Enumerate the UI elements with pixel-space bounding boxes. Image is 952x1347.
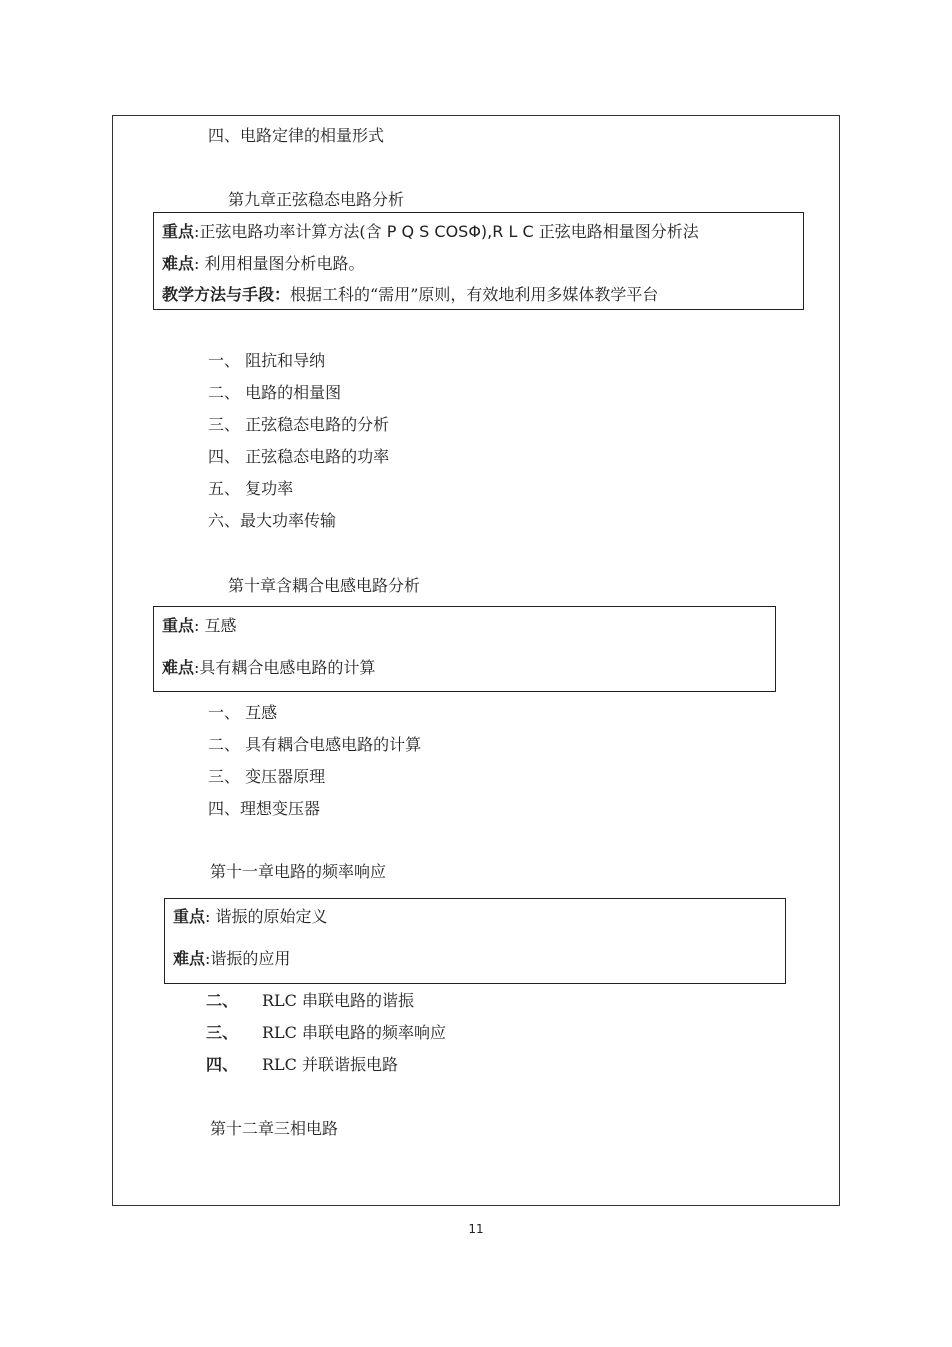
chapter-12-title: 第十二章三相电路 bbox=[210, 1119, 339, 1138]
list-item-number: 三、 bbox=[206, 1023, 239, 1042]
list-item bbox=[206, 1023, 446, 1043]
key-point-row bbox=[173, 907, 328, 927]
key-point-row bbox=[162, 616, 237, 636]
key-point-text: : 谐振的原始定义 bbox=[205, 907, 328, 926]
key-point-formula: P Q S COSΦ),R L C bbox=[386, 222, 534, 241]
key-point-label: 重点 bbox=[162, 616, 195, 635]
list-item: 五、 复功率 bbox=[208, 479, 294, 498]
list-item bbox=[206, 991, 414, 1011]
difficulty-label: 难点 bbox=[162, 254, 195, 273]
list-item-number: 四、 bbox=[206, 1055, 239, 1074]
difficulty-row bbox=[173, 949, 290, 969]
list-item-text: RLC 串联电路的频率响应 bbox=[262, 1023, 447, 1042]
difficulty-row bbox=[162, 658, 375, 678]
page-number: 11 bbox=[468, 1222, 484, 1236]
difficulty-text: : 利用相量图分析电路。 bbox=[194, 254, 365, 273]
chapter-10-title: 第十章含耦合电感电路分析 bbox=[228, 576, 421, 595]
key-point-text: : 互感 bbox=[194, 616, 237, 635]
method-label: 教学方法与手段： bbox=[162, 285, 291, 304]
chapter-9-key-points-box bbox=[153, 212, 804, 310]
section-heading: 四、电路定律的相量形式 bbox=[208, 126, 385, 145]
difficulty-row bbox=[162, 254, 365, 274]
key-point-text: :正弦电路功率计算方法(含 bbox=[194, 222, 382, 241]
list-item: 三、 变压器原理 bbox=[208, 767, 326, 786]
list-item: 四、 正弦稳态电路的功率 bbox=[208, 447, 390, 466]
key-point-label: 重点 bbox=[162, 222, 195, 241]
difficulty-text: :谐振的应用 bbox=[205, 949, 291, 968]
list-item-text: RLC 并联谐振电路 bbox=[262, 1055, 399, 1074]
chapter-11-key-points-box bbox=[164, 898, 786, 984]
chapter-9-title: 第九章正弦稳态电路分析 bbox=[228, 190, 405, 209]
chapter-11-title: 第十一章电路的频率响应 bbox=[210, 862, 387, 881]
list-item: 三、 正弦稳态电路的分析 bbox=[208, 415, 390, 434]
list-item: 一、 互感 bbox=[208, 703, 278, 722]
list-item-text: RLC 串联电路的谐振 bbox=[262, 991, 415, 1010]
list-item: 六、最大功率传输 bbox=[208, 511, 337, 530]
method-text: 根据工科的“需用”原则，有效地利用多媒体教学平台 bbox=[290, 285, 659, 304]
list-item: 二、 具有耦合电感电路的计算 bbox=[208, 735, 422, 754]
list-item bbox=[206, 1055, 398, 1075]
key-point-text-2: 正弦电路相量图分析法 bbox=[538, 222, 699, 241]
list-item-number: 二、 bbox=[206, 991, 239, 1010]
list-item: 二、 电路的相量图 bbox=[208, 383, 342, 402]
difficulty-label: 难点 bbox=[173, 949, 206, 968]
key-point-row bbox=[162, 222, 699, 242]
key-point-label: 重点 bbox=[173, 907, 206, 926]
difficulty-label: 难点 bbox=[162, 658, 195, 677]
difficulty-text: :具有耦合电感电路的计算 bbox=[194, 658, 376, 677]
list-item: 一、 阻抗和导纳 bbox=[208, 351, 326, 370]
list-item: 四、理想变压器 bbox=[208, 799, 321, 818]
chapter-10-key-points-box bbox=[153, 606, 776, 692]
method-row bbox=[162, 285, 658, 305]
